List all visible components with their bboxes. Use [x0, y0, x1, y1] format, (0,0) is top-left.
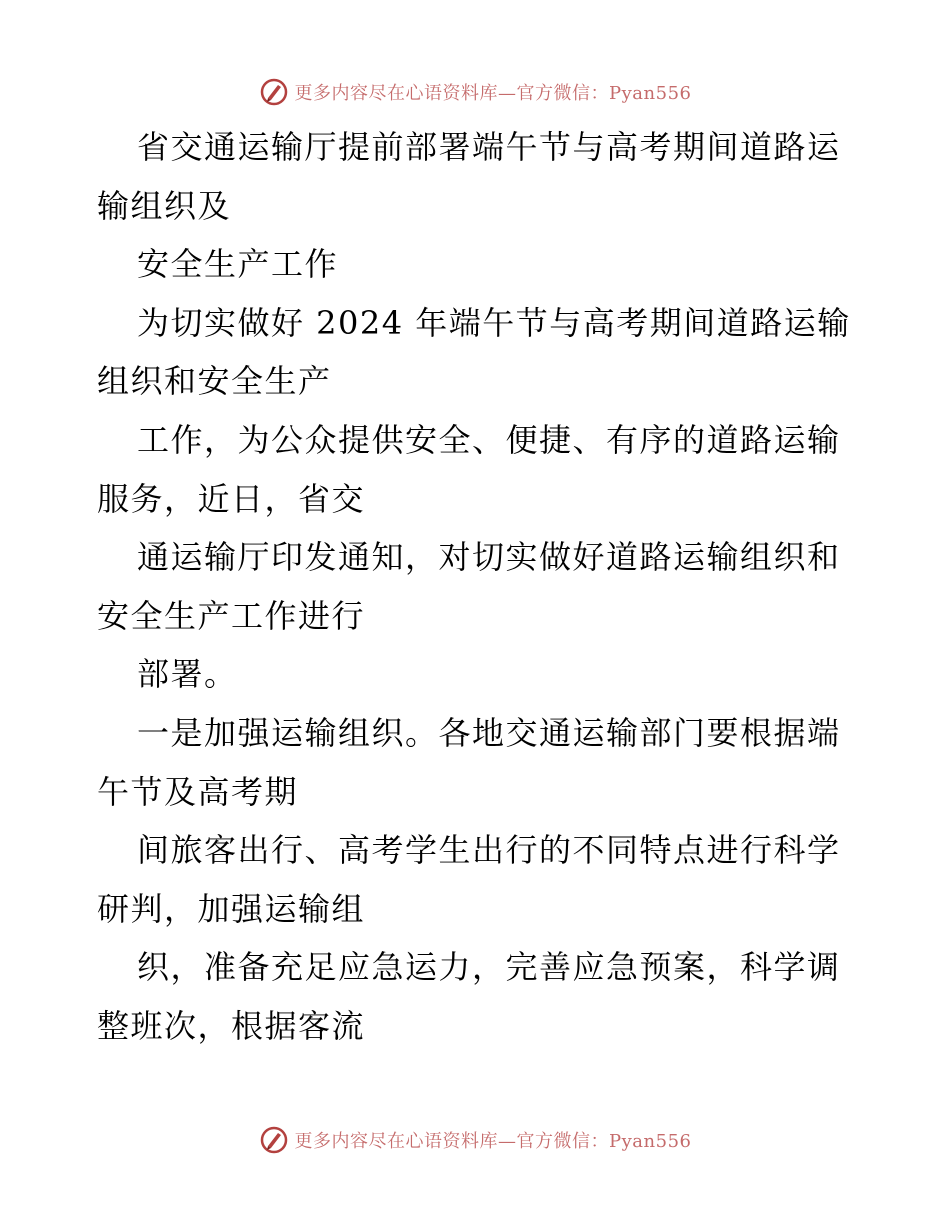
text-line: 安全生产工作: [137, 245, 339, 284]
text-line: 通运输厅印发通知，对切实做好道路运输组织和: [137, 538, 841, 577]
pen-logo-icon: [259, 77, 289, 107]
text-line: 一是加强运输组织。各地交通运输部门要根据端: [137, 713, 841, 752]
footer-watermark: [0, 1120, 950, 1160]
header-watermark: [0, 72, 950, 112]
text-line: 服务，近日，省交: [97, 479, 366, 518]
document-body: [97, 118, 857, 1056]
text-line: 整班次，根据客流: [97, 1006, 366, 1045]
text-line: 为切实做好 2024 年端午节与高考期间道路运输: [137, 303, 851, 342]
text-line: 织，准备充足应急运力，完善应急预案，科学调: [137, 948, 841, 987]
header-watermark-text: 更多内容尽在心语资料库—官方微信：Pyan556: [294, 83, 692, 104]
text-line: 午节及高考期: [97, 772, 299, 811]
footer-watermark-text: 更多内容尽在心语资料库—官方微信：Pyan556: [294, 1131, 692, 1152]
text-line: 工作，为公众提供安全、便捷、有序的道路运输: [137, 420, 841, 459]
text-line: 输组织及: [97, 186, 232, 225]
text-line: 间旅客出行、高考学生出行的不同特点进行科学: [137, 831, 841, 870]
text-line: 组织和安全生产: [97, 362, 332, 401]
text-line: 研判，加强运输组: [97, 889, 366, 928]
pen-logo-icon: [259, 1125, 289, 1155]
text-line: 省交通运输厅提前部署端午节与高考期间道路运: [137, 128, 841, 166]
text-line: 部署。: [137, 655, 238, 694]
text-line: 安全生产工作进行: [97, 596, 366, 635]
